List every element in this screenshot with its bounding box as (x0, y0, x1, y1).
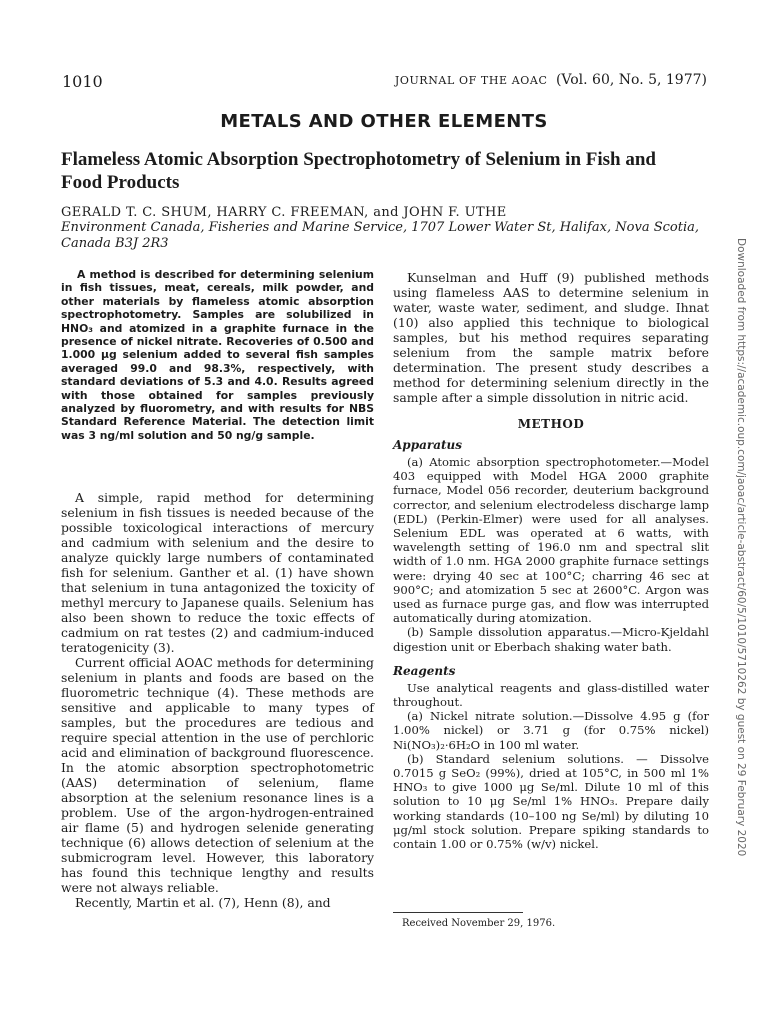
footnote: Received November 29, 1976. (402, 918, 556, 929)
apparatus-item-b: (b) Sample dissolution apparatus.—Micro-Kjeldahl digestion unit or Eberbach shaking water bath. (393, 625, 709, 654)
reagents-heading: Reagents (393, 663, 456, 678)
intro-paragraph-2: Current official AOAC methods for determining selenium in plants and foods are based on the fluorometric technique (4). These methods are sensitive and applicable to many types of samples, but the procedures are tedious and require special attention in the use of perchloric acid and elimination of background fluorescence. In the atomic absorption spectrophotometric (AAS) determination of selenium, flame absorption at the selenium resonance lines is a problem. Use of the argon-hydrogen-entrained air flame (5) and hydrogen selenide generating technique (6) allows detection of selenium at the submicrogram level. However, this laboratory has found this technique lengthy and results were not always reliable. (61, 655, 374, 895)
apparatus-item-a: (a) Atomic absorption spectrophotometer.—Model 403 equipped with Model HGA 2000 graphite furnace, Model 056 recorder, deuterium background corrector, and selenium electrodeless discharge lamp (EDL) (Perkin-Elmer) were used for all analyses. Selenium EDL was operated at 6 watts, with wavelength setting of 196.0 nm and spectral slit width of 1.0 nm. HGA 2000 graphite furnace settings were: drying 40 sec at 100°C; charring 46 sec at 900°C; and atomization 5 sec at 2600°C. Argon was used as furnace purge gas, and flow was interrupted automatically during atomization. (393, 455, 709, 626)
section-title: METALS AND OTHER ELEMENTS (220, 111, 548, 132)
intro-paragraph-3: Recently, Martin et al. (7), Henn (8), and (75, 895, 331, 910)
right-column-body (393, 270, 709, 851)
reagent-item-a: (a) Nickel nitrate solution.—Dissolve 4.95 g (for 1.00% nickel) or 3.71 g (for 0.75% nickel) Ni(NO₃)₂·6H₂O in 100 ml water. (393, 709, 709, 752)
intro-paragraph-1: A simple, rapid method for determining selenium in fish tissues is needed because of the possible toxicological interactions of mercury and cadmium with selenium and the desire to analyze quickly large numbers of contaminated fish for selenium. Ganther et al. (1) have shown that selenium in tuna antagonized the toxicity of methyl mercury to Japanese quails. Selenium has also been shown to reduce the toxic effects of cadmium on rat testes (2) and cadmium-induced teratogenicity (3). (61, 490, 374, 655)
left-column-body (61, 490, 374, 910)
running-head (395, 72, 707, 88)
method-heading: METHOD (517, 417, 585, 431)
article-title: Flameless Atomic Absorption Spectrophotometry of Selenium in Fish and Food Products (61, 149, 656, 193)
intro-continuation: Kunselman and Huff (9) published methods using flameless AAS to determine selenium in water, waste water, sediment, and sludge. Ihnat (10) also applied this technique to biological samples, but his method requires separating selenium from the sample matrix before determination. The present study describes a method for determining selenium directly in the sample after a simple dissolution in nitric acid. (393, 270, 709, 405)
journal-issue: (Vol. 60, No. 5, 1977) (555, 72, 707, 88)
footnote-rule (393, 912, 523, 913)
journal-name: JOURNAL OF THE AOAC (394, 74, 548, 87)
abstract: A method is described for determining selenium in fish tissues, meat, cereals, milk powder, and other materials by flameless atomic absorption spectrophotometry. Samples are solubilized in HNO₃ and atomized in a graphite furnace in the presence of nickel nitrate. Recoveries of 0.500 and 1.000 μg selenium added to several fish samples averaged 99.0 and 98.3%, respectively, with standard deviations of 5.3 and 4.0. Results agreed with those obtained for samples previously analyzed by fluorometry, and with results for NBS Standard Reference Material. The detection limit was 3 ng/ml solution and 50 ng/g sample. (61, 268, 374, 442)
page-number: 1010 (62, 72, 103, 91)
authors: GERALD T. C. SHUM, HARRY C. FREEMAN, and JOHN F. UTHE (61, 205, 507, 220)
reagent-item-b: (b) Standard selenium solutions. — Dissolve 0.7015 g SeO₂ (99%), dried at 105°C, in 500 ml 1% HNO₃ to give 1000 μg Se/ml. Dilute 10 ml of this solution to 10 μg Se/ml 1% HNO₃. Prepare daily working standards (10–100 ng Se/ml) by diluting 10 μg/ml stock solution. Prepare spiking standards to contain 1.00 or 0.75% (w/v) nickel. (393, 751, 709, 852)
apparatus-heading: Apparatus (393, 438, 462, 452)
reagents-intro: Use analytical reagents and glass-distilled water throughout. (393, 680, 709, 710)
affiliation: Environment Canada, Fisheries and Marine Service, 1707 Lower Water St, Halifax, Nova Scotia, Canada B3J 2R3 (61, 220, 699, 251)
download-side-note[interactable]: Downloaded from https://academic.oup.com/jaoac/article-abstract/60/5/1010/5710262 by guest on 29 February 2020 (735, 238, 747, 857)
